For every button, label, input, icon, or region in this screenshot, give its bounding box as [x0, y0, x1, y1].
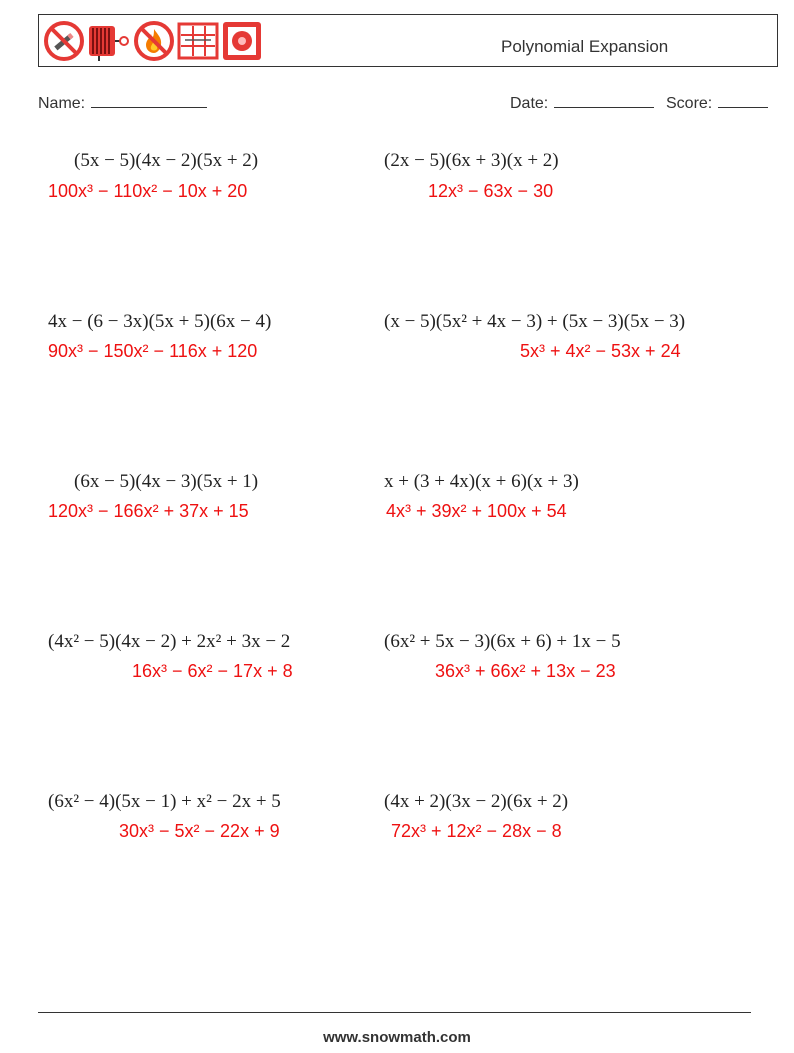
problem-2-answer: 12x³ − 63x − 30 — [428, 181, 554, 201]
footer-url[interactable]: www.snowmath.com — [323, 1029, 471, 1046]
problem-5-answer: 120x³ − 166x² + 37x + 15 — [48, 501, 249, 521]
problem-4-question: (x − 5)(5x² + 4x − 3) + (5x − 3)(5x − 3) — [384, 311, 686, 332]
problem-1-question: (5x − 5)(4x − 2)(5x + 2) — [74, 150, 259, 171]
date-label: Date: — [510, 95, 549, 112]
name-blank[interactable] — [91, 93, 207, 108]
problem-3-answer: 90x³ − 150x² − 116x + 120 — [48, 341, 258, 361]
problem-10-question: (4x + 2)(3x − 2)(6x + 2) — [384, 791, 569, 812]
worksheet-title: Polynomial Expansion — [501, 37, 669, 56]
problem-7-answer: 16x³ − 6x² − 17x + 8 — [132, 661, 293, 681]
date-field[interactable] — [510, 93, 654, 113]
no-smoking-icon — [43, 20, 85, 62]
fire-alarm-button-icon — [221, 20, 263, 62]
problem-2-question: (2x − 5)(6x + 3)(x + 2) — [384, 150, 559, 171]
problem-7-question: (4x² − 5)(4x − 2) + 2x² + 3x − 2 — [48, 631, 291, 652]
problem-6-answer: 4x³ + 39x² + 100x + 54 — [386, 501, 567, 521]
problem-9-question: (6x² − 4)(5x − 1) + x² − 2x + 5 — [48, 791, 281, 812]
fire-exit-map-icon — [177, 20, 219, 62]
worksheet-header — [38, 14, 778, 67]
problem-3-question: 4x − (6 − 3x)(5x + 5)(6x − 4) — [48, 311, 272, 332]
problem-8-question: (6x² + 5x − 3)(6x + 6) + 1x − 5 — [384, 631, 621, 652]
score-field[interactable] — [666, 93, 768, 113]
problem-1-answer: 100x³ − 110x² − 10x + 20 — [48, 181, 248, 201]
problem-10-answer: 72x³ + 12x² − 28x − 8 — [391, 821, 562, 841]
problem-9-answer: 30x³ − 5x² − 22x + 9 — [119, 821, 280, 841]
problem-5-question: (6x − 5)(4x − 3)(5x + 1) — [74, 471, 259, 492]
name-field[interactable] — [38, 93, 207, 113]
problem-8-answer: 36x³ + 66x² + 13x − 23 — [435, 661, 616, 681]
problem-4-answer: 5x³ + 4x² − 53x + 24 — [520, 341, 681, 361]
problem-6-question: x + (3 + 4x)(x + 6)(x + 3) — [384, 471, 579, 492]
no-fire-icon — [133, 20, 175, 62]
score-blank[interactable] — [718, 93, 768, 108]
footer-divider — [38, 1012, 751, 1013]
score-label: Score: — [666, 95, 713, 112]
name-label: Name: — [38, 95, 86, 112]
date-blank[interactable] — [554, 93, 654, 108]
fire-hose-reel-icon — [87, 20, 131, 62]
safety-icons-row — [43, 20, 263, 62]
